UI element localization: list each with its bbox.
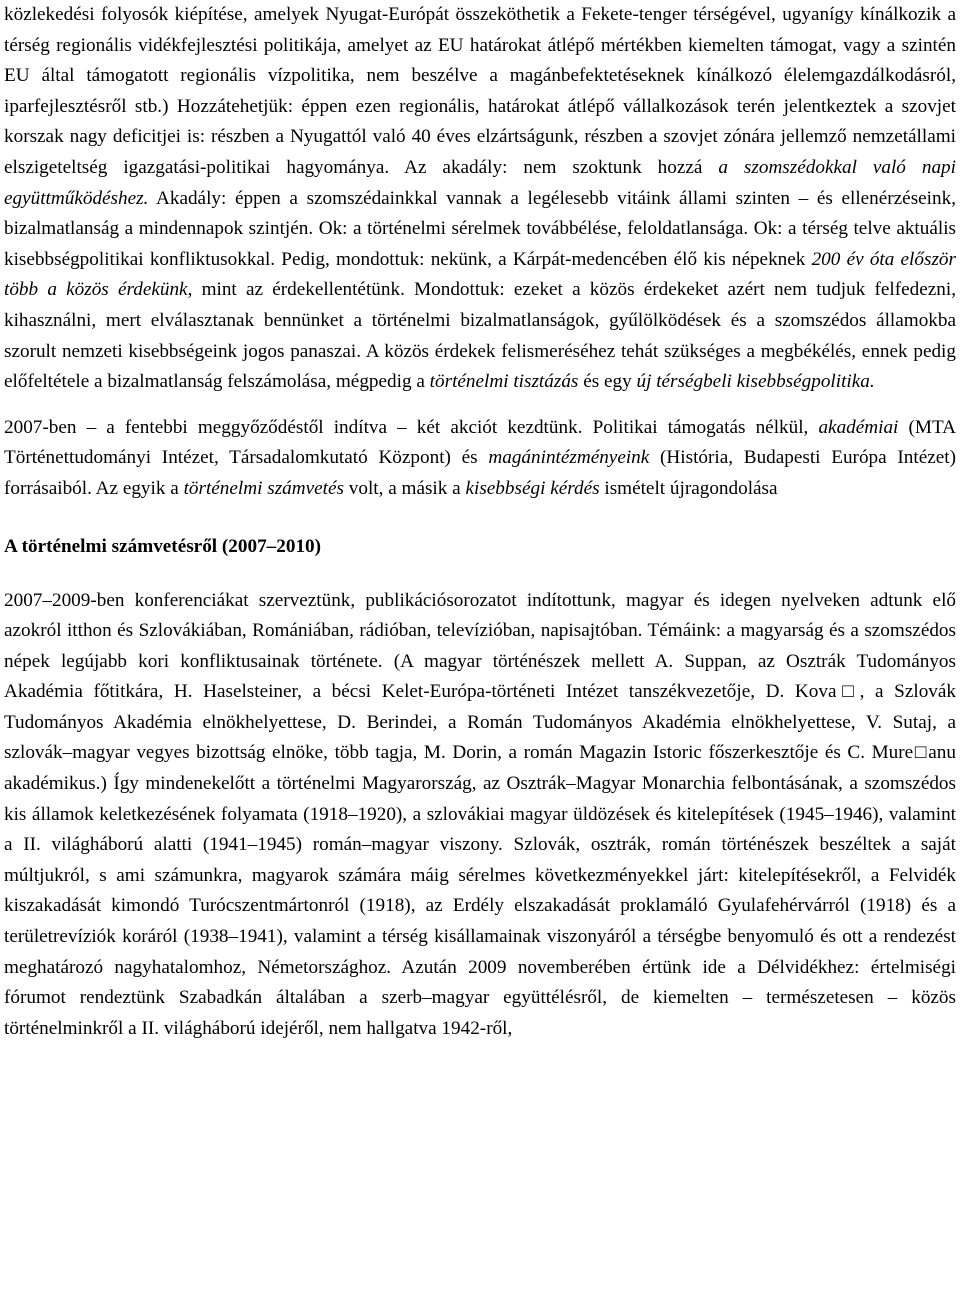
italic-text-run: akadémiai — [818, 416, 899, 438]
text-run: , mint az érdekellentétünk. Mondottuk: ezeket a közös érdekeket azért nem tudjuk felfedezni, kihasználni, mert elválasztanak bennünket a történelmi bizalmatlanságok, gyűlölködések és a szomszédos államokba szorult nemzeti kisebbségeink jogos panaszai. A közös érdekek felismeréséhez tehát szükséges a megbékélés, ennek pedig előfeltétele a bizalmatlanság felszámolása, mégpedig a — [4, 279, 957, 393]
text-run: (MTA Történettudományi Intézet, Társadalomkutató Központ) és — [4, 416, 956, 469]
text-run: és egy — [578, 371, 637, 393]
text-run: (História, Budapesti Európa Intézet) forrásaiból. Az egyik a — [4, 447, 956, 499]
text-run: ismételt újragondolása — [599, 477, 778, 499]
paragraph-2007-actions — [4, 413, 956, 505]
italic-text-run: 200 év óta először több a közös érdekünk — [4, 248, 956, 301]
paragraph-conferences — [4, 586, 956, 1045]
text-run: volt, a másik a — [343, 477, 466, 499]
paragraph-regional-cooperation — [4, 0, 956, 398]
italic-text-run: kisebbségi kérdés — [465, 477, 600, 499]
italic-text-run: történelmi számvetés — [183, 477, 344, 499]
italic-text-run: magánintézményeink — [488, 447, 650, 469]
text-run: 2007–2009-ben konferenciákat szerveztünk, publikációsorozatot indítottunk, magyar és idegen nyelveken adtunk elő azokról itthon és Szlovákiában, Romániában, rádióban, televízióban, napisajtóban. Témáink: a magyarság és a szomszédos népek legújabb kori konfliktusainak története. (A magyar történészek mellett A. Suppan, az Osztrák Tudományos Akadémia főtitkára, H. Haselsteiner, a bécsi Kelet-Európa-történeti Intézet tanszékvezetője, D. Kova□, a Szlovák Tudományos Akadémia elnökhelyettese, D. Berindei, a Román Tudományos Akadémia elnökhelyettese, V. Sutaj, a szlovák–magyar vegyes bizottság elnöke, több tagja, M. Dorin, a román Magazin Istoric főszerkesztője és C. Mure□anu akadémikus.) Így mindenekelőtt a történelmi Magyarország, az Osztrák–Magyar Monarchia felbontásának, a szomszédos kis államok keletkezésének folyamata (1918–1920), a szlovákiai magyar üldözések és kitelepítések (1945–1946), valamint a II. világháború alatti (1941–1945) román–magyar viszony. Szlovák, osztrák, román történészek beszéltek a saját múltjukról, s ami számunkra, magyarok számára máig sérelmes következményekkel járt: kitelepítésekről, a Felvidék kiszakadását kimondó Turócszentmártonról (1918), az Erdély elszakadását proklamáló Gyulafehérvárról (1918) és a területrevíziók koráról (1938–1941), valamint a térség kisállamainak viszonyáról a térségbe benyomuló és ott a rendezést meghatározó nagyhatalomhoz, Németországhoz. Azután 2009 novemberében értünk ide a Délvidékhez: értelmiségi fórumot rendeztünk Szabadkán általában a szerb–magyar együttélésről, de kiemelten – természetesen – közös történelminkről a II. világháború idejéről, nem hallgatva 1942-ről, — [4, 589, 956, 1039]
italic-text-run: a szomszédokkal való napi együttműködéshez. — [4, 156, 956, 209]
text-run: 2007-ben – a fentebbi meggyőződéstől indítva – két akciót kezdtünk. Politikai támogatás nélkül, — [4, 416, 819, 438]
section-heading: A történelmi számvetésről (2007–2010) — [4, 535, 322, 557]
text-run: Akadály: éppen a szomszédainkkal vannak a legélesebb vitáink állami szinten – és ellenérzéseink, bizalmatlanság a mindennapok szintjén. Ok: a történelmi sérelmek továbbélése, feloldatlansága. Ok: a térség telve aktuális kisebbségpolitikai konfliktusokkal. Pedig, mondottuk: nekünk, a Kárpát-medencében élő kis népeknek — [4, 187, 956, 270]
italic-text-run: új térségbeli kisebbségpolitika. — [636, 371, 875, 393]
text-run: közlekedési folyosók kiépítése, amelyek Nyugat-Európát összeköthetik a Fekete-tenger térségével, ugyanígy kínálkozik a térség regionális vidékfejlesztési politikája, amelyet az EU határokat átlépő mértékben kiemelten támogat, vagy a szintén EU által támogatott regionális vízpolitika, nem beszélve a magánbefektetéseknek kínálkozó élelemgazdálkodásról, iparfejlesztésről stb.) Hozzátehetjük: éppen ezen regionális, határokat átlépő vállalkozások terén jelentkeztek a szovjet korszak nagy deficitjei is: részben a Nyugattól való 40 éves elzártságunk, részben a szovjet zónára jellemző nemzetállami elszigeteltség igazgatási-politikai hagyománya. Az akadály: nem szoktunk hozzá — [4, 4, 956, 178]
italic-text-run: történelmi tisztázás — [429, 371, 579, 393]
